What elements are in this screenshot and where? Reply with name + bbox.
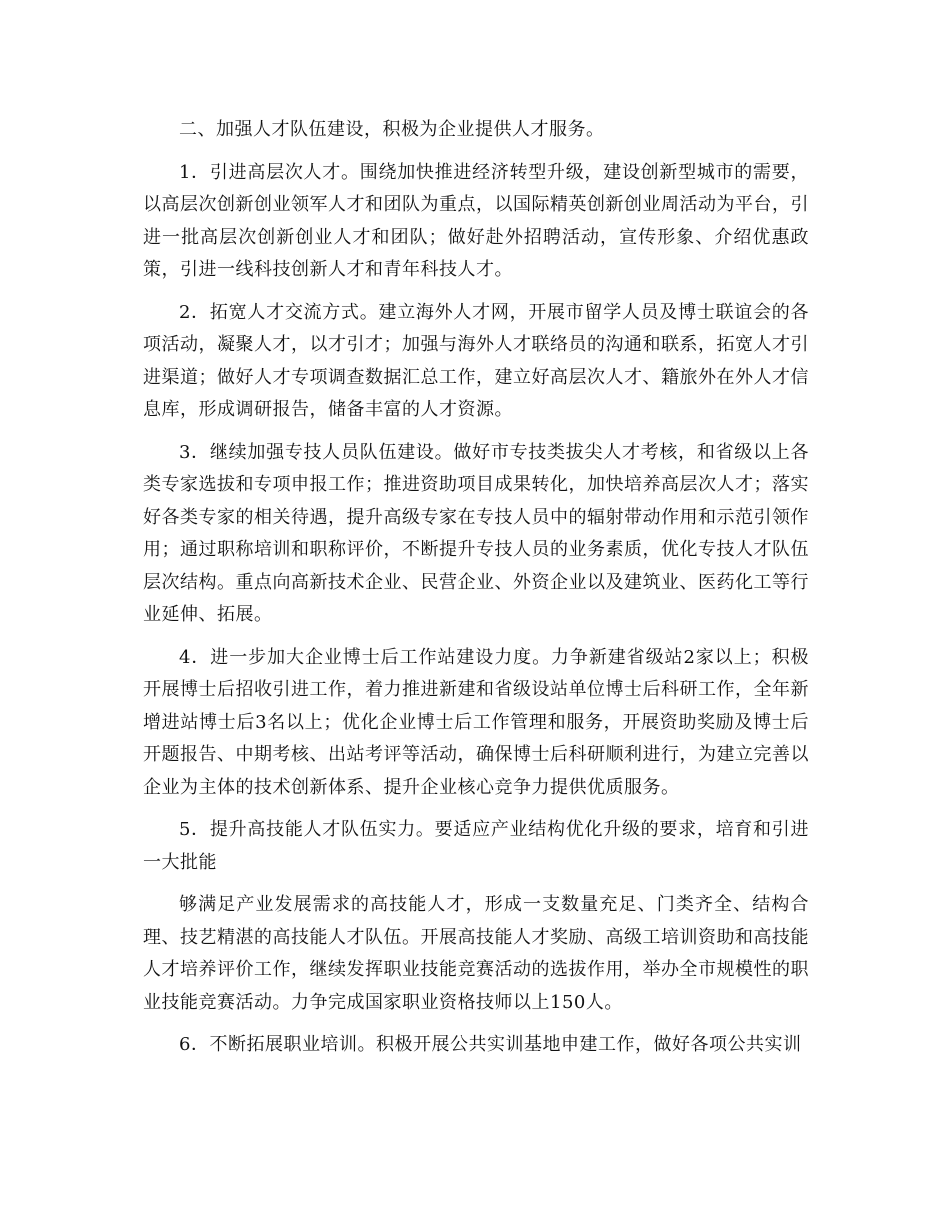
paragraph-4: 4．进一步加大企业博士后工作站建设力度。力争新建省级站2家以上；积极开展博士后招收引进工作，着力推进新建和省级设站单位博士后科研工作，全年新增进站博士后3名以上；优化企业博士后工作管理和服务，开展资助奖励及博士后开题报告、中期考核、出站考评等活动，确保博士后科研顺利进行，为建立完善以企业为主体的技术创新体系、提升企业核心竞争力提供优质服务。 — [143, 646, 809, 798]
paragraph-2: 2．拓宽人才交流方式。建立海外人才网，开展市留学人员及博士联谊会的各项活动，凝聚人才，以才引才；加强与海外人才联络员的沟通和联系，拓宽人才引进渠道；做好人才专项调查数据汇总工作，建立好高层次人才、籍旅外在外人才信息库，形成调研报告，储备丰富的人才资源。 — [143, 301, 809, 420]
section-heading: 二、加强人才队伍建设，积极为企业提供人才服务。 — [179, 119, 605, 140]
paragraph-3: 3．继续加强专技人员队伍建设。做好市专技类拔尖人才考核，和省级以上各类专家选拔和专项申报工作；推进资助项目成果转化，加快培养高层次人才；落实好各类专家的相关待遇，提升高级专家在专技人员中的辐射带动作用和示范引领作用；通过职称培训和职称评价，不断提升专技人员的业务素质，优化专技人才队伍层次结构。重点向高新技术企业、民营企业、外资企业以及建筑业、医药化工等行业延伸、拓展。 — [143, 441, 809, 625]
paragraph-5-continued: 够满足产业发展需求的高技能人才，形成一支数量充足、门类齐全、结构合理、技艺精湛的高技能人才队伍。开展高技能人才奖励、高级工培训资助和高技能人才培养评价工作，继续发挥职业技能竞赛活动的选拔作用，举办全市规模性的职业技能竞赛活动。力争完成国家职业资格技师以上150人。 — [143, 894, 809, 1013]
document-body — [143, 114, 809, 1062]
paragraph-5: 5．提升高技能人才队伍实力。要适应产业结构优化升级的要求，培育和引进一大批能 — [143, 819, 809, 873]
paragraph-6: 6．不断拓展职业培训。积极开展公共实训基地申建工作，做好各项公共实训 — [179, 1034, 802, 1055]
paragraph-1: 1．引进高层次人才。围绕加快推进经济转型升级，建设创新型城市的需要，以高层次创新创业领军人才和团队为重点，以国际精英创新创业周活动为平台，引进一批高层次创新创业人才和团队；做好赴外招聘活动，宣传形象、介绍优惠政策，引进一线科技创新人才和青年科技人才。 — [143, 161, 809, 280]
